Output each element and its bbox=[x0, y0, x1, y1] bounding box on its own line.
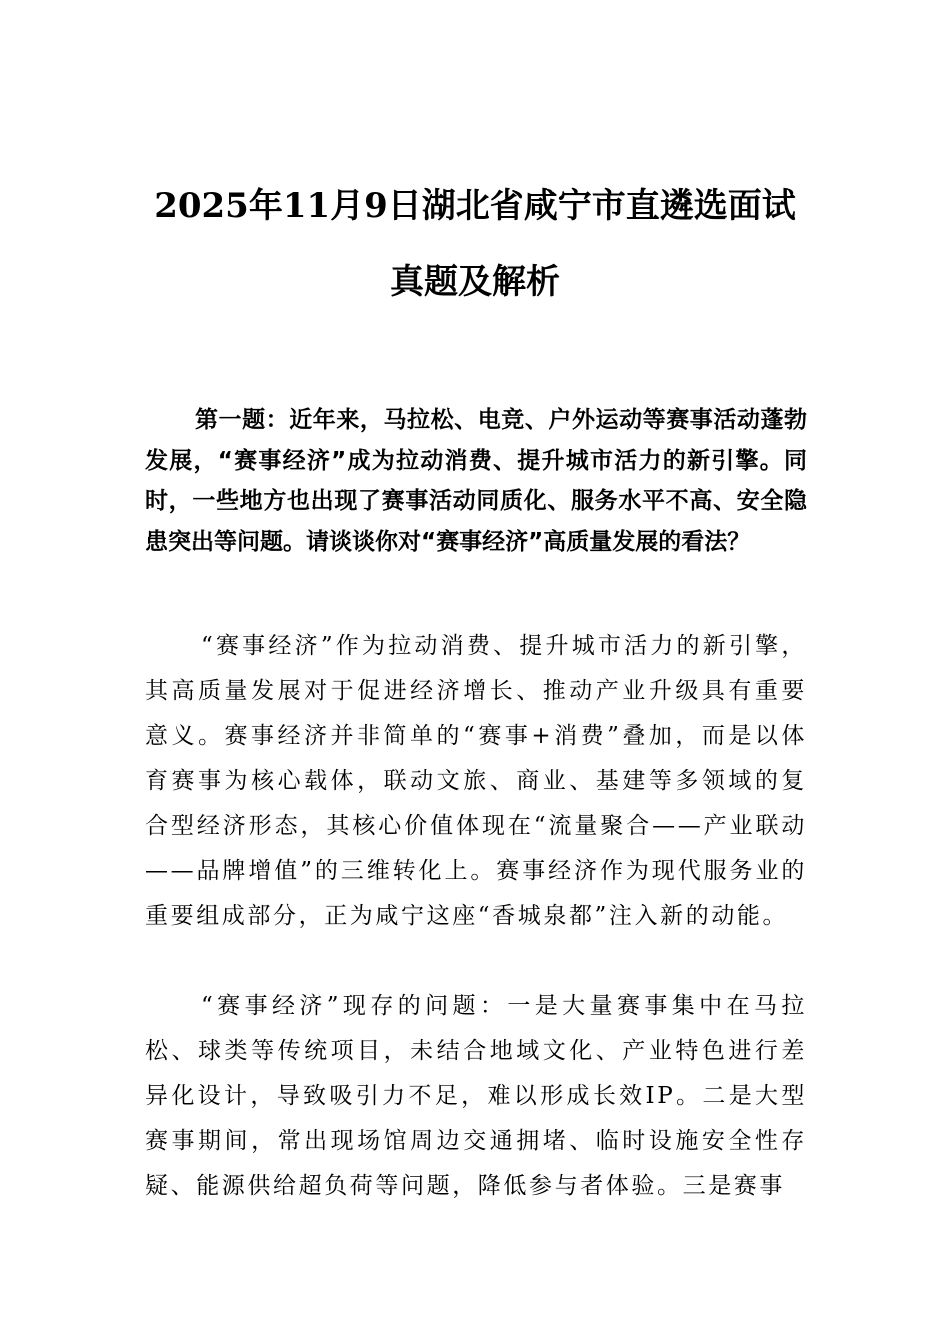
title-line-1: 2025年11月9日湖北省咸宁市直遴选面试 bbox=[154, 186, 796, 226]
document-title bbox=[120, 168, 830, 320]
answer-paragraph-2: “赛事经济”现存的问题：一是大量赛事集中在马拉松、球类等传统项目，未结合地域文化、产业特色进行差异化设计，导致吸引力不足，难以形成长效IP。二是大型赛事期间，常出现场馆周边交通拥堵、临时设施安全性存疑、能源供给超负荷等问题，降低参与者体验。三是赛事 bbox=[145, 993, 807, 1199]
title-line-2: 真题及解析 bbox=[390, 262, 560, 302]
answer-paragraph-1: “赛事经济”作为拉动消费、提升城市活力的新引擎，其高质量发展对于促进经济增长、推动产业升级具有重要意义。赛事经济并非简单的“赛事+消费”叠加，而是以体育赛事为核心载体，联动文旅、商业、基建等多领域的复合型经济形态，其核心价值体现在“流量聚合——产业联动——品牌增值”的三维转化上。赛事经济作为现代服务业的重要组成部分，正为咸宁这座“香城泉都”注入新的动能。 bbox=[145, 633, 807, 929]
question-paragraph: 第一题：近年来，马拉松、电竞、户外运动等赛事活动蓬勃发展，“赛事经济”成为拉动消费、提升城市活力的新引擎。同时，一些地方也出现了赛事活动同质化、服务水平不高、安全隐患突出等问题。请谈谈你对“赛事经济”高质量发展的看法？ bbox=[145, 407, 807, 555]
